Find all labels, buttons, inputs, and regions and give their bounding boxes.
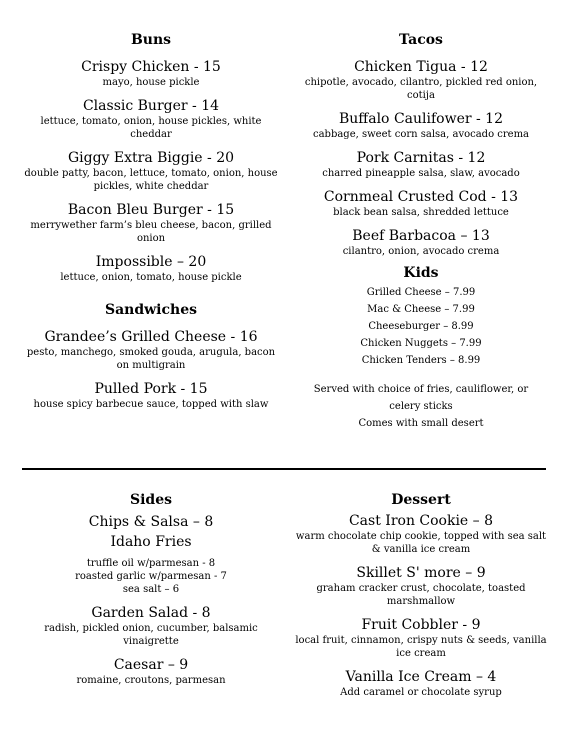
item-desc: merrywether farm’s bleu cheese, bacon, grilled onion xyxy=(30,220,272,244)
kids-item: Mac & Cheese – 7.99 xyxy=(367,304,475,315)
item-name: Classic Burger - 14 xyxy=(82,98,220,114)
fries-option: roasted garlic w/parmesan - 7 xyxy=(75,571,227,582)
kids-item: Chicken Nuggets – 7.99 xyxy=(360,338,482,349)
fries-option: sea salt – 6 xyxy=(122,584,180,595)
item-name: Crispy Chicken - 15 xyxy=(81,59,221,75)
item-name: Pork Carnitas - 12 xyxy=(356,150,486,166)
kids-title: Kids xyxy=(403,265,439,281)
fries-option: truffle oil w/parmesan - 8 xyxy=(86,558,216,569)
tacos-title: Tacos xyxy=(399,32,443,48)
item-name: Cornmeal Crusted Cod - 13 xyxy=(323,189,519,205)
kids-list xyxy=(290,286,552,367)
item-name: Skillet S' more – 9 xyxy=(356,565,486,581)
item-name: Cast Iron Cookie – 8 xyxy=(348,513,494,529)
kids-item: Chicken Tenders – 8.99 xyxy=(361,355,481,366)
kids-item: Grilled Cheese – 7.99 xyxy=(366,287,476,298)
dessert-section xyxy=(290,492,552,699)
item-name: Vanilla Ice Cream – 4 xyxy=(345,669,497,685)
sides-title: Sides xyxy=(129,492,172,508)
menu-item xyxy=(290,228,552,258)
item-name: Buffalo Caulifower - 12 xyxy=(338,111,503,127)
item-desc: local fruit, cinnamon, crispy nuts & seeds, vanilla ice cream xyxy=(295,635,547,659)
item-desc: radish, pickled onion, cucumber, balsamic vinaigrette xyxy=(44,623,258,647)
item-desc: graham cracker crust, chocolate, toasted marshmallow xyxy=(316,583,526,607)
menu-item xyxy=(20,59,282,89)
item-desc: Add caramel or chocolate syrup xyxy=(340,687,502,698)
menu-item xyxy=(20,381,282,411)
item-name: Bacon Bleu Burger - 15 xyxy=(67,202,235,218)
fries-options xyxy=(20,557,282,596)
item-desc: pesto, manchego, smoked gouda, arugula, bacon on multigrain xyxy=(26,347,276,371)
kids-note: Comes with small desert xyxy=(358,418,484,429)
item-desc: lettuce, tomato, onion, house pickles, white cheddar xyxy=(40,116,262,140)
menu-item xyxy=(20,605,282,648)
item-name: Caesar – 9 xyxy=(113,657,189,673)
item-desc: cabbage, sweet corn salsa, avocado crema xyxy=(312,129,530,140)
item-name: Garden Salad - 8 xyxy=(91,605,211,621)
menu-item xyxy=(290,59,552,102)
item-name: Chips & Salsa – 8 xyxy=(88,514,214,530)
menu-item xyxy=(20,202,282,245)
item-desc: double patty, bacon, lettuce, tomato, onion, house pickles, white cheddar xyxy=(24,168,278,192)
item-name: Beef Barbacoa – 13 xyxy=(352,228,490,244)
item-name: Giggy Extra Biggie - 20 xyxy=(67,150,235,166)
menu-item xyxy=(290,565,552,608)
item-name: Chicken Tigua - 12 xyxy=(354,59,488,75)
sandwiches-title: Sandwiches xyxy=(104,302,197,318)
menu-item xyxy=(20,254,282,284)
menu-item xyxy=(290,669,552,699)
menu-item xyxy=(20,98,282,141)
menu-item xyxy=(290,189,552,219)
tacos-section xyxy=(290,32,552,430)
buns-section xyxy=(20,32,282,411)
item-desc: house spicy barbecue sauce, topped with slaw xyxy=(33,399,269,410)
menu-item xyxy=(290,150,552,180)
menu-item xyxy=(290,111,552,141)
item-desc: black bean salsa, shredded lettuce xyxy=(333,207,509,218)
kids-note: Served with choice of fries, cauliflower, or celery sticks xyxy=(313,384,529,412)
menu-item xyxy=(290,617,552,660)
buns-title: Buns xyxy=(130,32,172,48)
dessert-title: Dessert xyxy=(391,492,451,508)
item-name: Grandee’s Grilled Cheese - 16 xyxy=(44,329,258,345)
kids-item: Cheeseburger – 8.99 xyxy=(368,321,474,332)
menu-item xyxy=(20,329,282,372)
item-desc: romaine, croutons, parmesan xyxy=(76,675,226,686)
menu-item xyxy=(290,513,552,556)
item-name: Pulled Pork - 15 xyxy=(94,381,208,397)
menu-item xyxy=(20,657,282,687)
item-name: Impossible – 20 xyxy=(95,254,207,270)
item-name: Idaho Fries xyxy=(110,534,192,550)
item-desc: charred pineapple salsa, slaw, avocado xyxy=(322,168,520,179)
item-desc: mayo, house pickle xyxy=(102,77,200,88)
item-desc: chipotle, avocado, cilantro, pickled red onion, cotija xyxy=(304,77,538,101)
section-divider xyxy=(22,468,546,470)
sides-section xyxy=(20,492,282,687)
item-name: Fruit Cobbler - 9 xyxy=(361,617,481,633)
item-desc: cilantro, onion, avocado crema xyxy=(342,246,500,257)
item-desc: lettuce, onion, tomato, house pickle xyxy=(60,272,242,283)
menu-item xyxy=(20,150,282,193)
item-desc: warm chocolate chip cookie, topped with sea salt & vanilla ice cream xyxy=(295,531,547,555)
